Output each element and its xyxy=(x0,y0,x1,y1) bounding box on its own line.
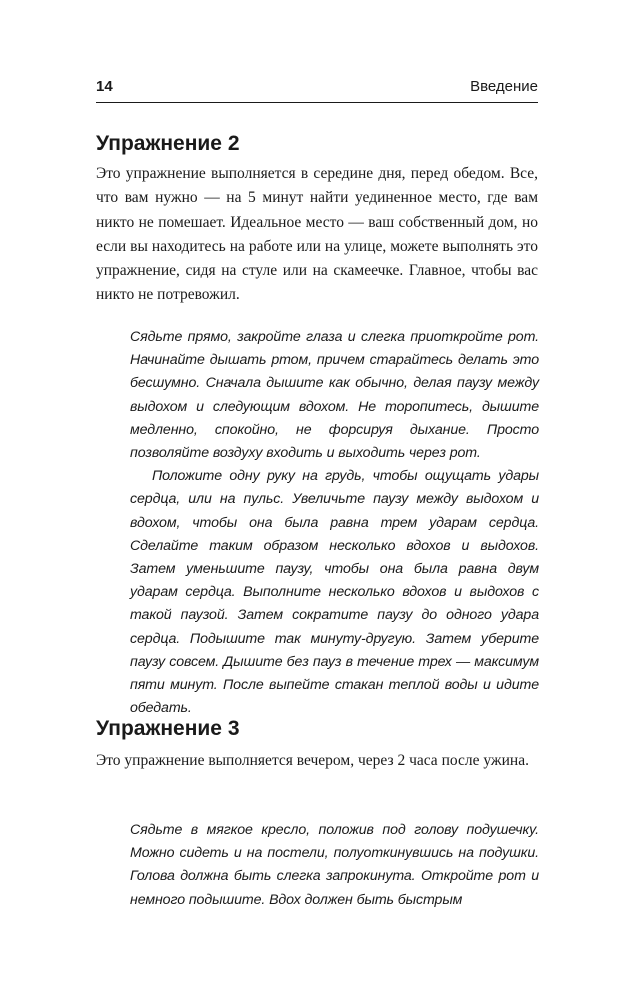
exercise-2-heading: Упражнение 2 xyxy=(96,132,240,155)
exercise-3-paragraph-1: Сядьте в мягкое кресло, положив под голову подушечку. Можно сидеть и на постели, полуоткинувшись на подушки. Голова должна быть слегка запрокинута. Откройте рот и немного подышите. Вдох должен быть быстрым xyxy=(130,822,539,908)
exercise-3-heading: Упражнение 3 xyxy=(96,717,240,740)
page-number: 14 xyxy=(96,78,113,95)
exercise-2-intro: Это упражнение выполняется в середине дня, перед обедом. Все, что вам нужно — на 5 минут найти уединенное место, где вам никто не помешает. Идеальное место — ваш собственный дом, но если вы находитесь на работе или на улице, можете выполнять это упражнение, сидя на стуле или на скамеечке. Главное, чтобы вас никто не потревожил. xyxy=(96,165,538,304)
exercise-2-paragraph-2: Положите одну руку на грудь, чтобы ощущать удары сердца, или на пульс. Увеличьте паузу между выдохом и вдохом, чтобы она была равна трем ударам сердца. Сделайте таким образом несколько вдохов и выдохов. Затем уменьшите паузу, чтобы она была равна двум ударам сердца. Выполните несколько вдохов и выдохов с такой паузой. Затем сократите паузу до одного удара сердца. Подышите так минуту-другую. Затем уберите паузу совсем. Дышите без пауз в течение трех — максимум пяти минут. После выпейте стакан теплой воды и идите обедать. xyxy=(130,468,539,717)
exercise-2-paragraph-1: Сядьте прямо, закройте глаза и слегка приоткройте рот. Начинайте дышать ртом, причем старайтесь делать это бесшумно. Сначала дышите как обычно, делая паузу между выдохом и следующим вдохом. Не торопитесь, дышите медленно, спокойно, не форсируя дыхание. Просто позволяйте воздуху входить и выходить через рот. xyxy=(130,329,539,462)
exercise-3-intro: Это упражнение выполняется вечером, через 2 часа после ужина. xyxy=(96,752,529,769)
exercise-3-instructions xyxy=(130,819,539,912)
section-title: Введение xyxy=(470,78,538,95)
exercise-2-instructions xyxy=(130,326,539,720)
running-head xyxy=(96,76,538,103)
